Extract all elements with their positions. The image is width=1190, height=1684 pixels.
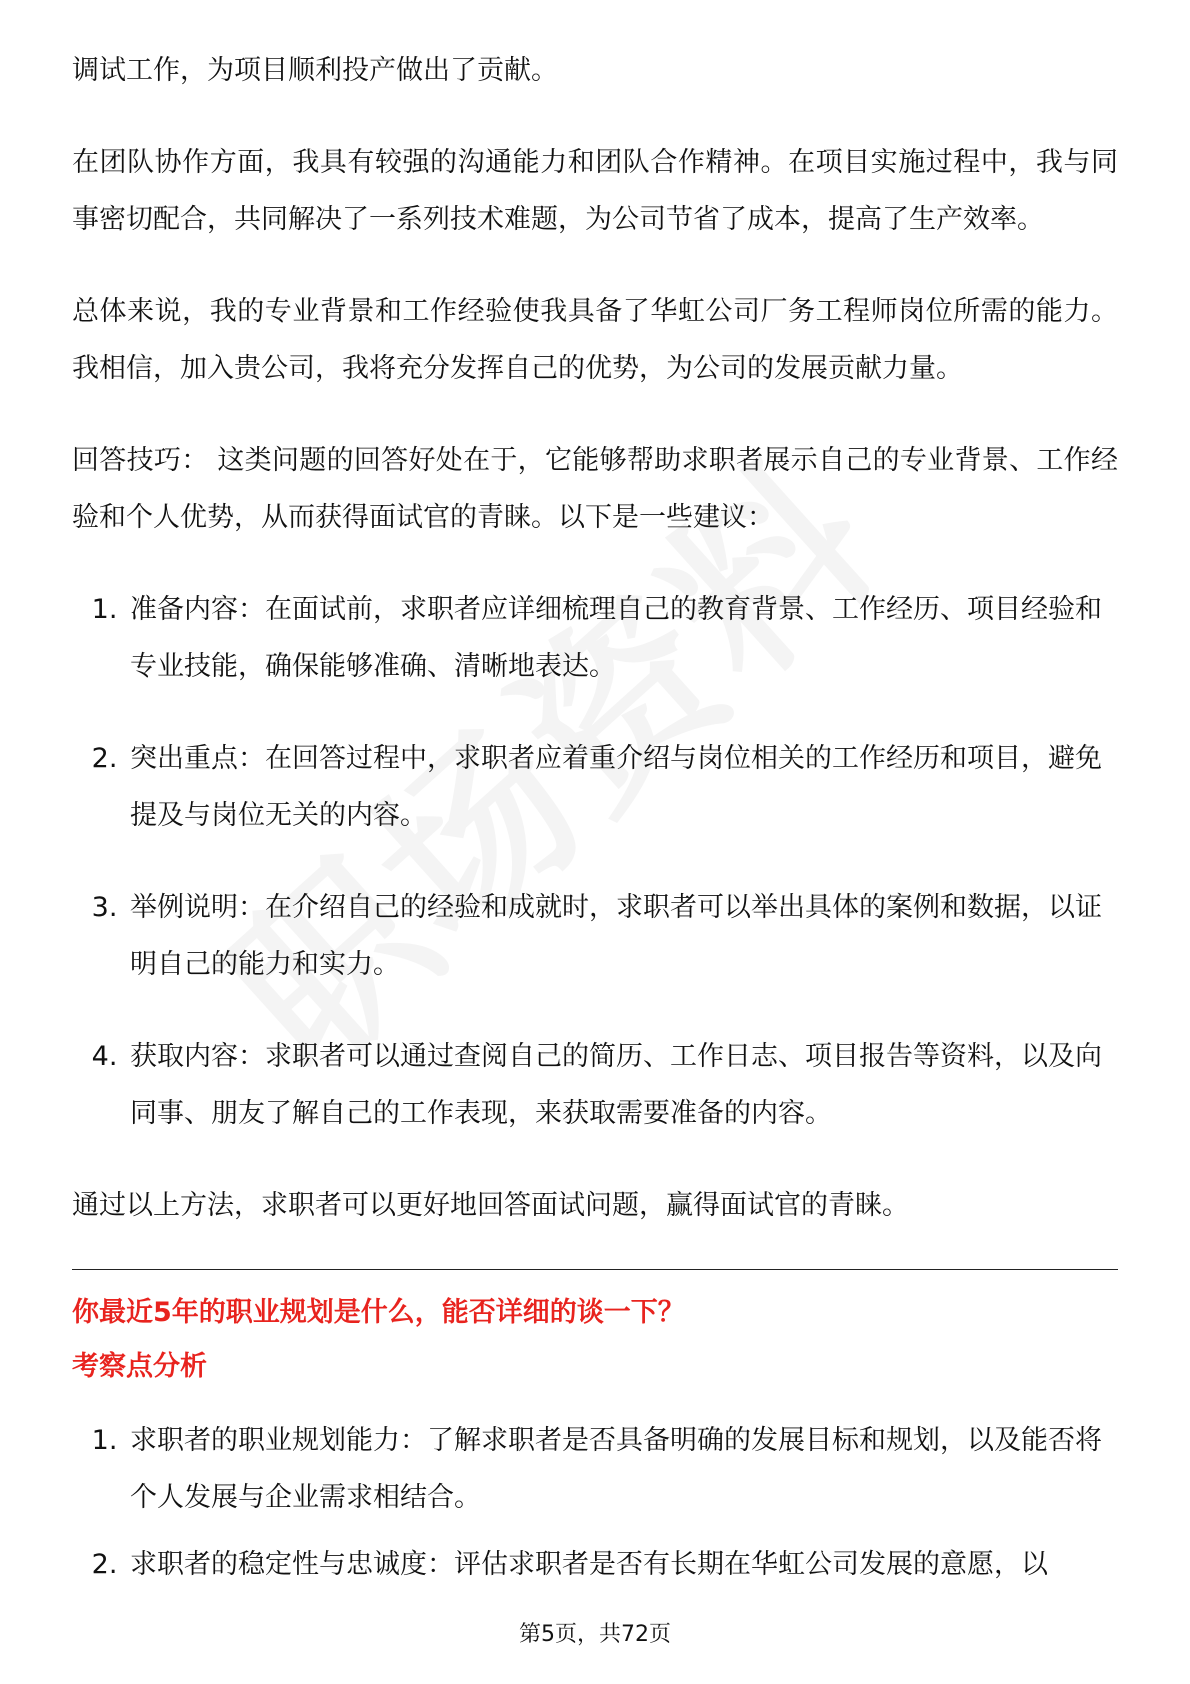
list-item: 1. 准备内容：在面试前，求职者应详细梳理自己的教育背景、工作经历、项目经验和专业技能，确保能够准确、清晰地表达。 <box>126 581 1118 695</box>
section-divider <box>72 1269 1118 1270</box>
paragraph-continuation: 调试工作，为项目顺利投产做出了贡献。 <box>72 55 558 86</box>
analysis-heading: 考察点分析 <box>72 1351 207 1382</box>
page-footer: 第5页，共72页 <box>519 1622 671 1647</box>
paragraph-tips-intro: 回答技巧： 这类问题的回答好处在于，它能够帮助求职者展示自己的专业背景、工作经验和个人优势，从而获得面试官的青睐。以下是一些建议： <box>72 445 1118 533</box>
paragraph-summary: 总体来说，我的专业背景和工作经验使我具备了华虹公司厂务工程师岗位所需的能力。我相信，加入贵公司，我将充分发挥自己的优势，为公司的发展贡献力量。 <box>72 296 1118 384</box>
list-item: 1. 求职者的职业规划能力：了解求职者是否具备明确的发展目标和规划，以及能否将个人发展与企业需求相结合。 <box>126 1412 1118 1526</box>
analysis-points-list <box>72 1412 1118 1593</box>
page-content <box>72 42 1118 1628</box>
paragraph-closing: 通过以上方法，求职者可以更好地回答面试问题，赢得面试官的青睐。 <box>72 1190 909 1221</box>
list-item: 3. 举例说明：在介绍自己的经验和成就时，求职者可以举出具体的案例和数据，以证明自己的能力和实力。 <box>126 879 1118 993</box>
question-title: 你最近5年的职业规划是什么，能否详细的谈一下？ <box>72 1297 685 1328</box>
tips-list <box>72 581 1118 1142</box>
list-item: 2. 突出重点：在回答过程中，求职者应着重介绍与岗位相关的工作经历和项目，避免提及与岗位无关的内容。 <box>126 730 1118 844</box>
paragraph-teamwork: 在团队协作方面，我具有较强的沟通能力和团队合作精神。在项目实施过程中，我与同事密切配合，共同解决了一系列技术难题，为公司节省了成本，提高了生产效率。 <box>72 147 1118 235</box>
list-item: 4. 获取内容：求职者可以通过查阅自己的简历、工作日志、项目报告等资料，以及向同事、朋友了解自己的工作表现，来获取需要准备的内容。 <box>126 1028 1118 1142</box>
list-item: 2. 求职者的稳定性与忠诚度：评估求职者是否有长期在华虹公司发展的意愿，以 <box>126 1536 1118 1593</box>
